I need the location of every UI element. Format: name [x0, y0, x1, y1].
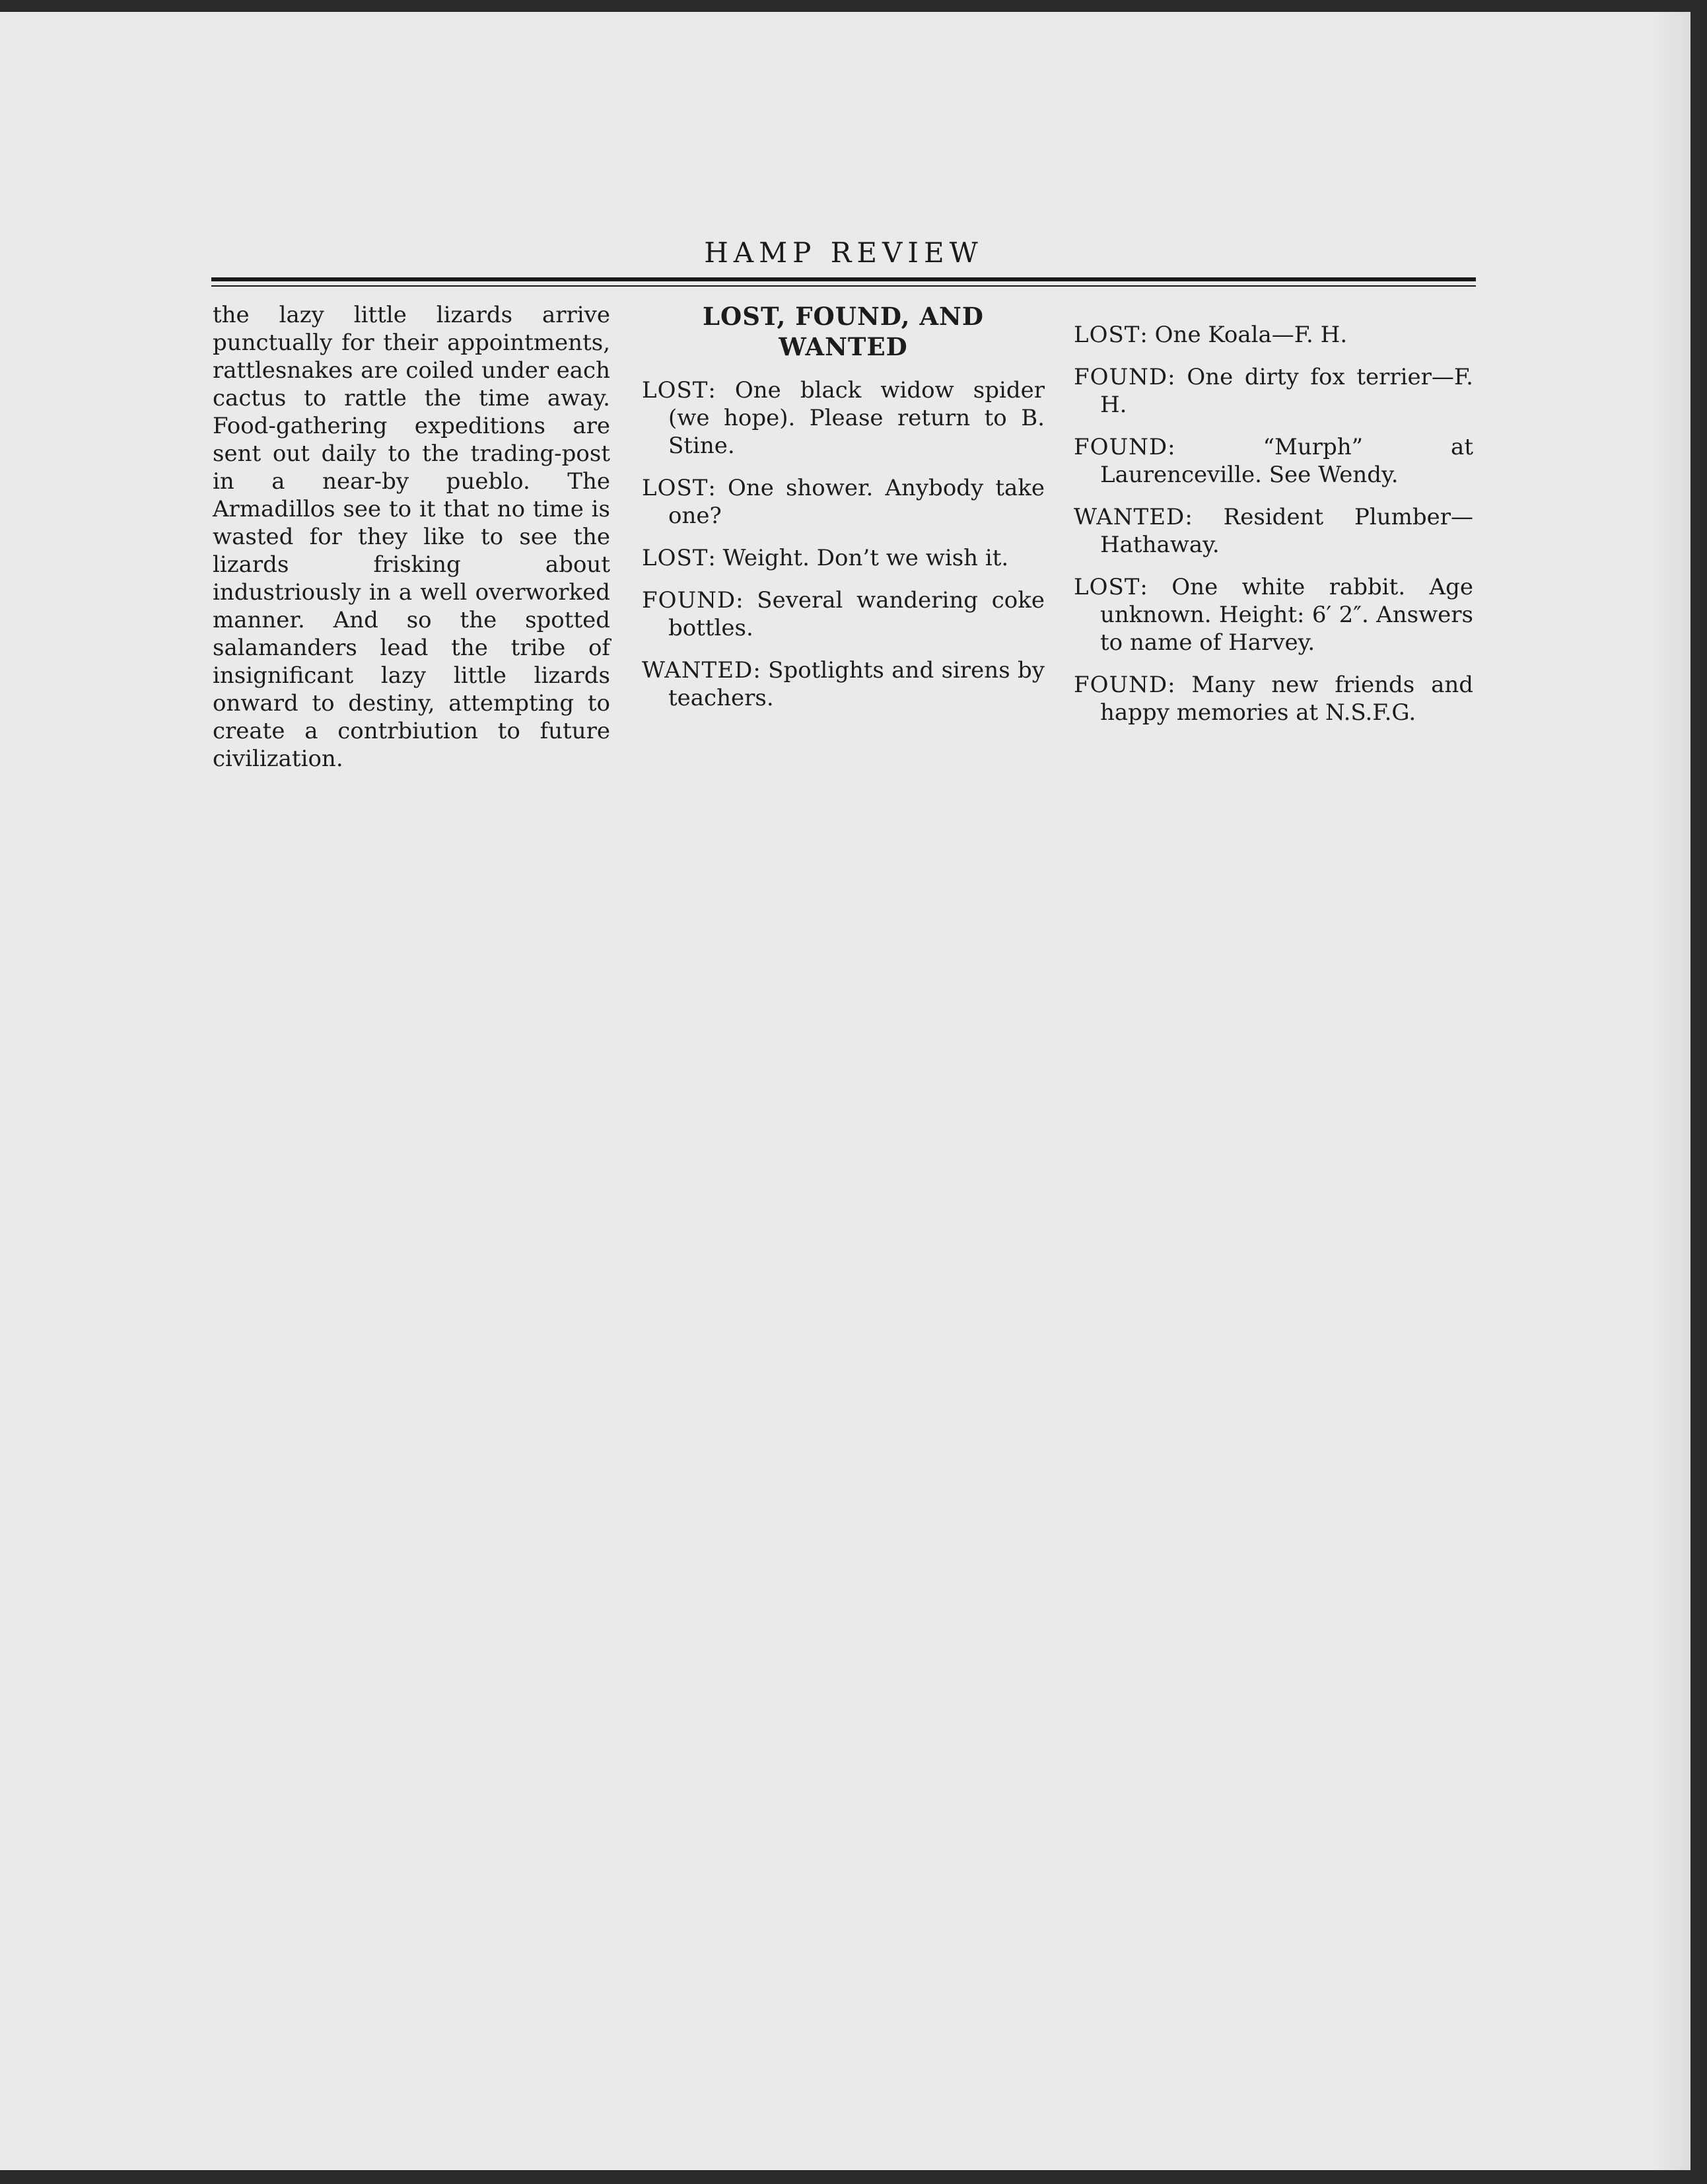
entry-text: : One white rabbit. Age unknown. Height: 6′ 2″. Answers to name of Harvey. — [1100, 574, 1473, 656]
entry-label: FOUND — [642, 587, 736, 614]
classified-entry — [642, 656, 1045, 712]
classified-entry — [1074, 433, 1473, 489]
middle-column — [642, 301, 1045, 726]
entry-label: FOUND — [1074, 672, 1168, 698]
entry-label: LOST — [642, 377, 709, 404]
entry-label: LOST — [1074, 322, 1140, 348]
entry-label: LOST — [1074, 574, 1140, 600]
classified-entry — [642, 586, 1045, 642]
classified-entry — [642, 474, 1045, 530]
entry-text: : Weight. Don’t we wish it. — [708, 545, 1009, 571]
entry-text: : “Murph” at Laurenceville. See Wendy. — [1100, 434, 1473, 488]
classified-entry — [642, 544, 1045, 572]
entry-label: LOST — [642, 475, 709, 501]
article-paragraph: the lazy little lizards arrive punctually for their appointments, rattlesnakes are coiled under each cactus to rattle the time away. Food-gathering expeditions are sent out daily to the trading-post in a near-by pueblo. The Armadillos see to it that no time is wasted for they like to see the lizards frisking about industriously in a well overworked manner. And so the spotted salamanders lead the tribe of insignificant lazy little lizards onward to destiny, attempting to create a contrbiution to future civilization. — [213, 302, 610, 772]
classified-entry — [1074, 671, 1473, 726]
entry-text: : Several wandering coke bottles. — [668, 587, 1045, 641]
entry-text: : Spotlights and sirens by teachers. — [668, 657, 1045, 711]
entry-text: : One shower. Anybody take one? — [668, 475, 1045, 529]
entry-label: WANTED — [642, 657, 753, 684]
left-column-article — [213, 301, 610, 773]
classified-entry — [1074, 573, 1473, 656]
entry-label: FOUND — [1074, 364, 1168, 390]
entry-text: : One dirty fox terrier—F. H. — [1100, 364, 1473, 418]
classified-entry — [1074, 363, 1473, 419]
entry-text: : One Koala—F. H. — [1140, 322, 1348, 348]
right-column — [1074, 321, 1473, 741]
header-rule-thin — [211, 285, 1476, 287]
entry-label: FOUND — [1074, 434, 1168, 460]
classified-entry — [642, 376, 1045, 460]
entry-text: : Many new friends and happy memories at N.S.F.G. — [1100, 672, 1473, 726]
page-edge-shadow — [1651, 12, 1690, 2170]
document-page — [0, 12, 1690, 2170]
running-header: HAMP REVIEW — [704, 236, 983, 269]
entry-text: : One black widow spider (we hope). Please return to B. Stine. — [668, 377, 1045, 459]
classified-entry — [1074, 503, 1473, 559]
section-heading: LOST, FOUND, AND WANTED — [703, 302, 984, 361]
entry-label: WANTED — [1074, 504, 1185, 530]
header-rule-thick — [211, 277, 1476, 281]
entry-label: LOST — [642, 545, 709, 571]
entry-text: : Resident Plumber—Hathaway. — [1100, 504, 1473, 558]
classified-entry — [1074, 321, 1473, 349]
